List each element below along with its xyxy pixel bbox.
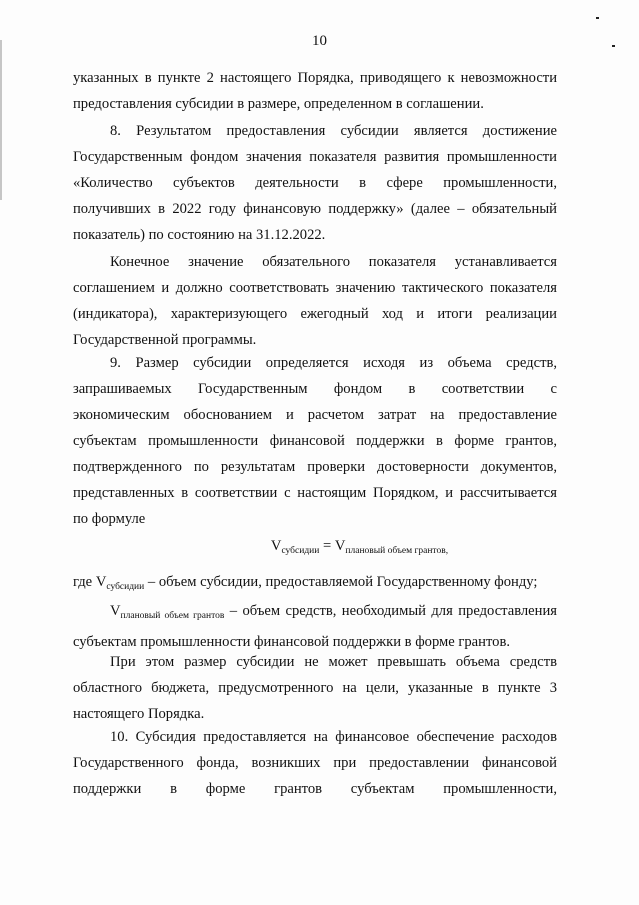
formula-lhs-symbol: V [270,538,282,554]
definition-symbol: V [110,603,121,619]
text-line: соглашением и должно соответствовать значению тактического показателя [73,280,557,296]
formula-lhs-subscript: субсидии [281,546,320,556]
text-line: 10. Субсидия предоставляется на финансовое обеспечение расходов [110,729,557,745]
text-line: Государственным фондом значения показателя развития промышленности [73,149,557,165]
definition-subscript: субсидии [106,582,145,592]
formula-trailing-comma: , [445,546,449,556]
text-line: показатель) по состоянию на 31.12.2022. [73,227,326,243]
text-line: 8. Результатом предоставления субсидии является достижение [110,123,557,139]
paragraph-final-value [73,249,557,353]
text-line [73,598,557,629]
formula-equals: = [319,538,335,554]
text-line: Конечное значение обязательного показателя устанавливается [110,254,557,270]
formula-rhs-symbol: V [334,538,346,554]
formula [0,538,639,556]
text-line: предоставления субсидии в размере, определенном в соглашении. [73,96,484,112]
text-line: поддержки в форме грантов субъектам промышленности, [73,781,557,797]
page-number: 10 [312,33,327,49]
definition-symbol: V [95,574,107,590]
text-line: подтвержденного по результатам проверки достоверности документов, [73,459,557,475]
definition-subsidy [73,569,557,600]
definition-planned-grants [73,598,557,655]
definition-text: – объем средств, необходимый для предоставления [224,603,557,619]
scan-dot [596,17,599,19]
text-line: Государственного фонда, возникших при предоставлении финансовой [73,755,557,771]
formula-rhs-subscript: плановый объем грантов [345,546,446,556]
text-line: по формуле [73,511,146,527]
text-line: представленных в соответствии с настоящим Порядком, и рассчитывается [73,485,557,501]
paragraph-8 [73,118,557,248]
text-line: запрашиваемых Государственным фондом в соответствии с [73,381,557,397]
text-line: (индикатора), характеризующего ежегодный ход и итоги реализации [73,306,557,322]
text-line: Государственной программы. [73,332,257,348]
paragraph-continuation [73,65,557,117]
text-line: субъектам промышленности финансовой поддержки в форме грантов, [73,433,557,449]
text-line: экономическим обоснованием и расчетом затрат на предоставление [73,407,557,423]
text-line: получивших в 2022 году финансовую поддержку» (далее – обязательный [73,201,557,217]
definition-prefix: где [73,574,96,590]
text-line: указанных в пункте 2 настоящего Порядка, приводящего к невозможности [73,70,557,86]
text-line: областного бюджета, предусмотренного на цели, указанные в пункте 3 [73,680,557,696]
text-line: субъектам промышленности финансовой поддержки в форме грантов. [73,634,510,650]
paragraph-10 [73,724,557,802]
text-line: «Количество субъектов деятельности в сфере промышленности, [73,175,557,191]
text-line: 9. Размер субсидии определяется исходя из объема средств, [110,355,557,371]
text-line: При этом размер субсидии не может превышать объема средств [110,654,557,670]
text-line: настоящего Порядка. [73,706,205,722]
definition-text: – объем субсидии, предоставляемой Государственному фонду; [144,574,538,590]
scan-edge-mark [0,40,2,200]
definition-subscript: плановый объем грантов [120,611,225,621]
paragraph-limit [73,649,557,727]
paragraph-9 [73,350,557,532]
text-line [73,569,557,600]
